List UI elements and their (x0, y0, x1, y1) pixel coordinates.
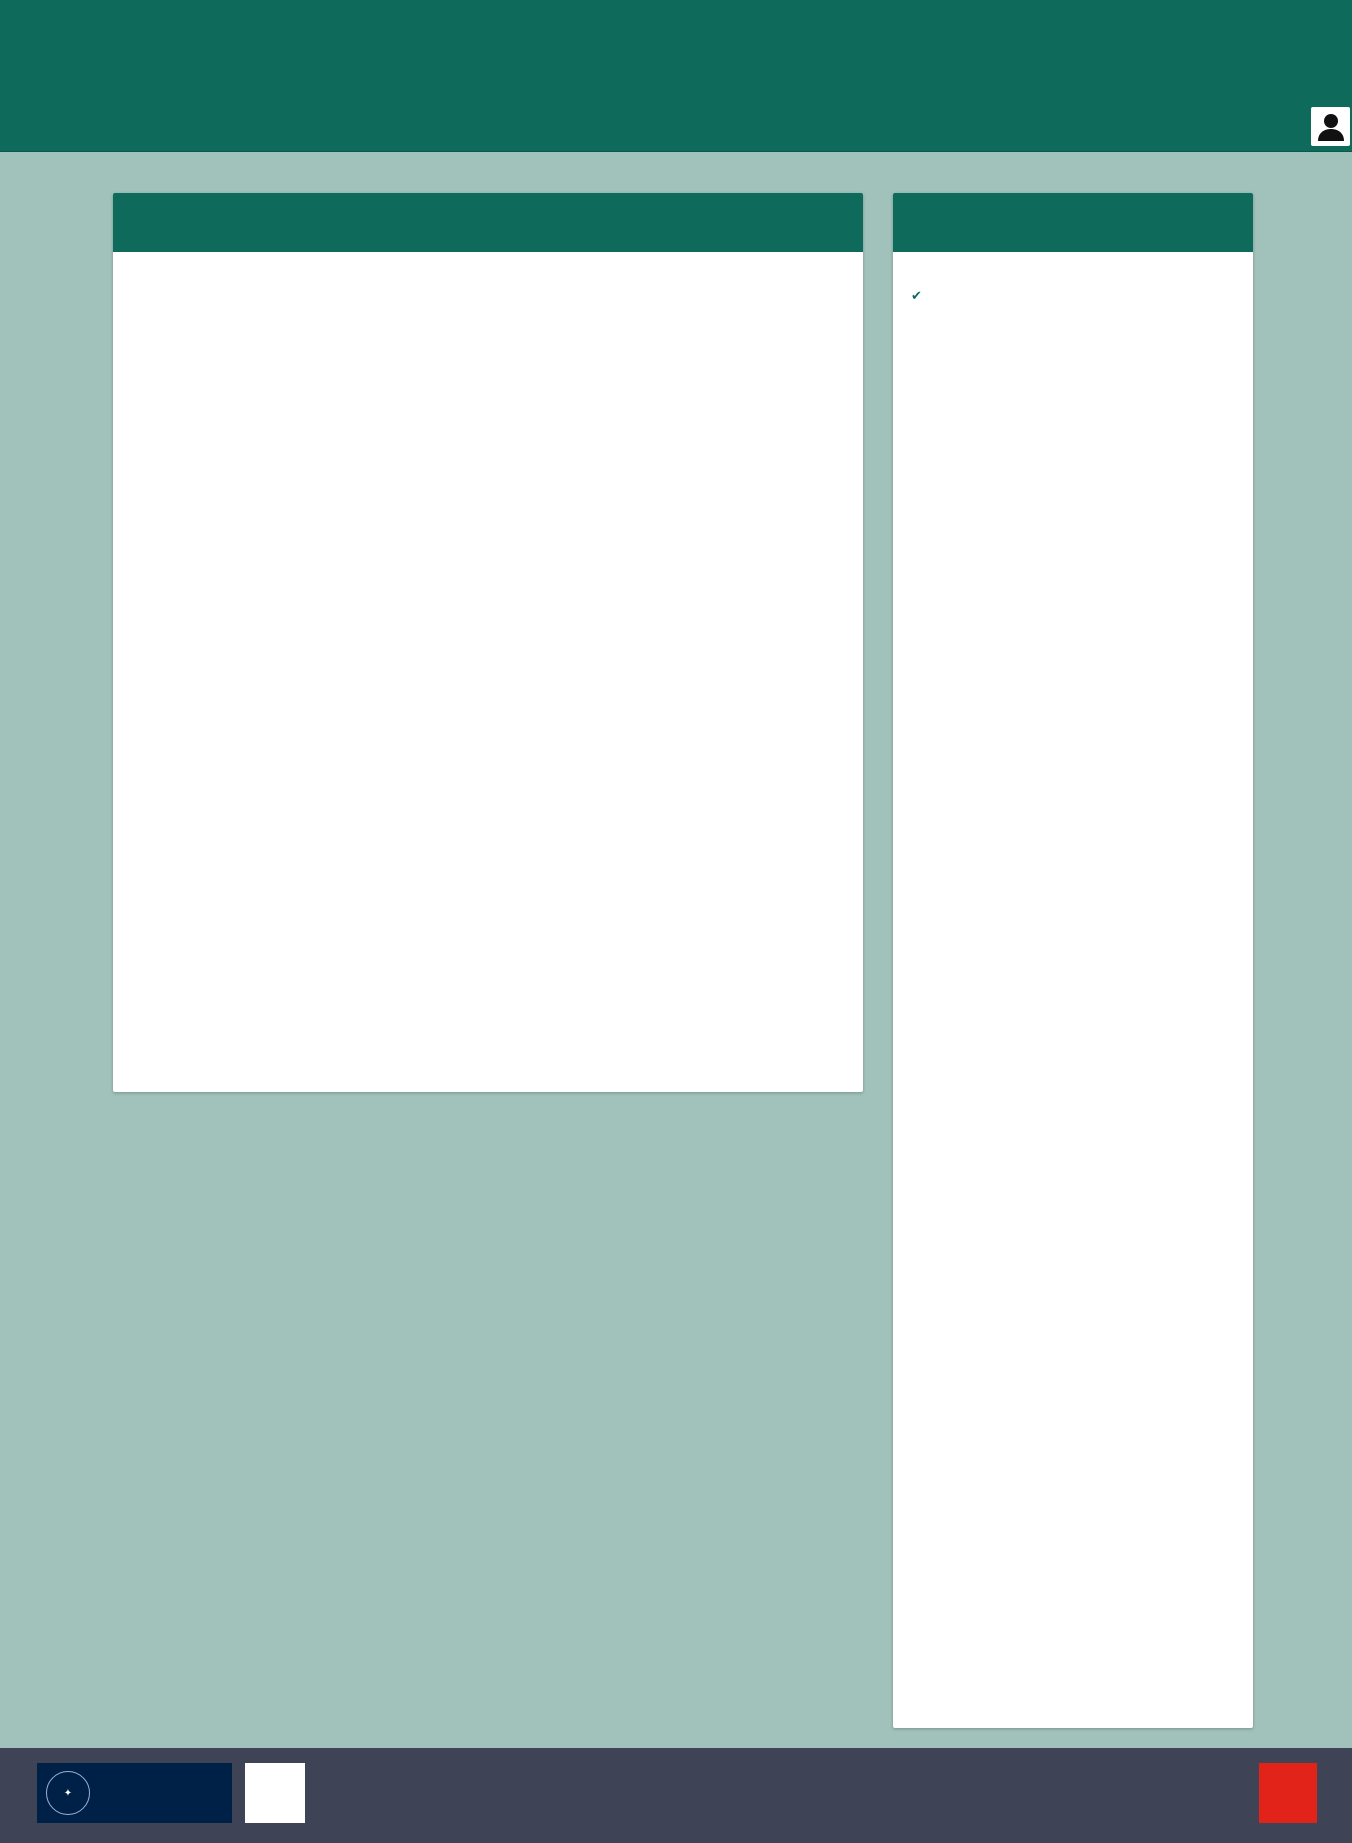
questionnaire-title (113, 193, 863, 252)
footer (0, 1748, 1352, 1843)
top-navbar (0, 0, 1352, 152)
wellcome-logo (245, 1763, 305, 1823)
oxford-crest-icon: ✦ (46, 1771, 90, 1815)
score-line (128, 339, 144, 354)
assessment-title (893, 193, 1253, 252)
user-menu-button[interactable] (1311, 107, 1350, 146)
oxford-logo (37, 1763, 232, 1823)
assessment-panel (893, 193, 1253, 1728)
kcl-logo (1259, 1763, 1317, 1823)
questionnaire-panel (113, 193, 863, 1092)
check-icon: ✔ (911, 288, 922, 303)
round-status (911, 288, 931, 304)
nihr-logo (1085, 1767, 1222, 1787)
user-icon (1316, 112, 1346, 142)
